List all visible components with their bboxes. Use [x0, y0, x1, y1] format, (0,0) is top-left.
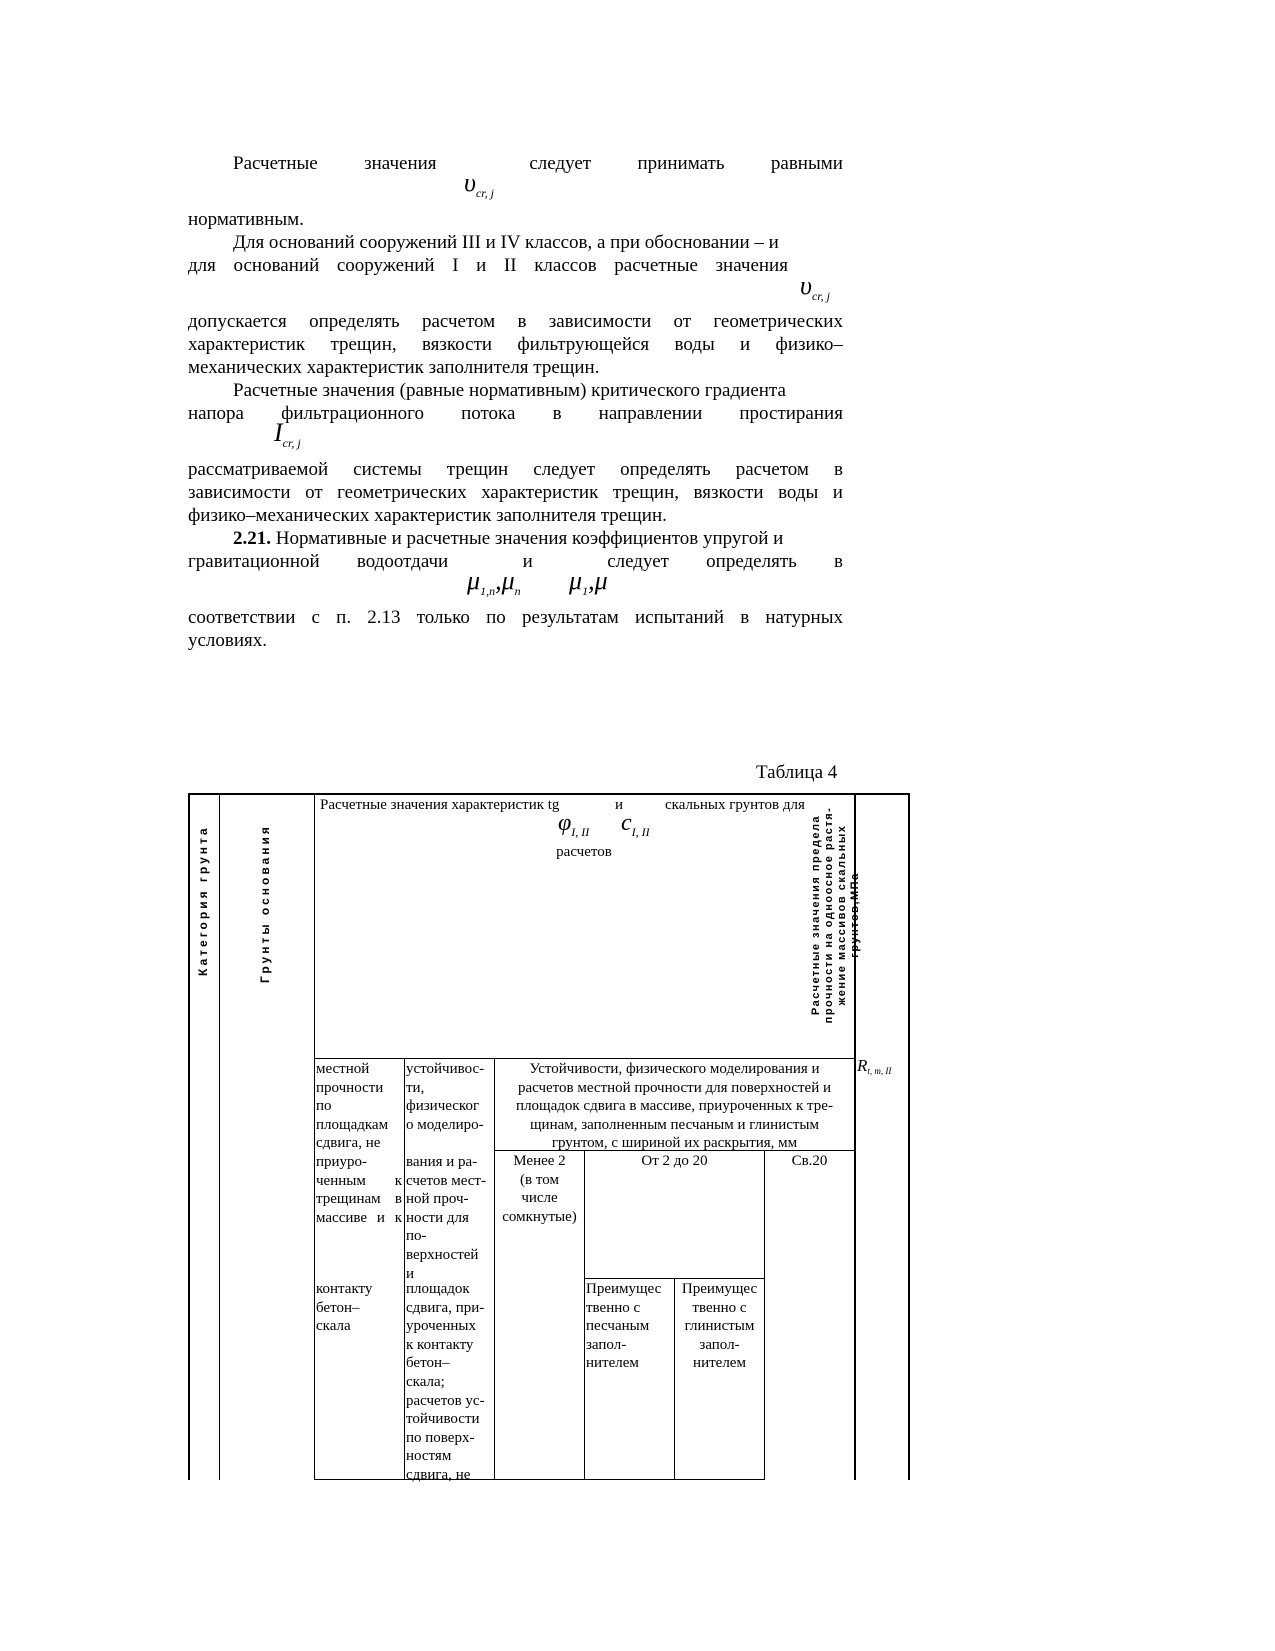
I-symbol: I [274, 418, 283, 447]
word: оснований [233, 255, 320, 276]
p1-words [188, 152, 843, 175]
cell-line: приуро- [316, 1154, 368, 1170]
word: и [522, 551, 533, 572]
cell-line: и [406, 1265, 415, 1282]
cell-line: числе [521, 1190, 558, 1207]
word: по [486, 607, 506, 628]
paragraph-4-line-3 [188, 606, 843, 629]
cell-line: вания и ра- [406, 1154, 478, 1170]
word: классов [534, 255, 597, 276]
cell-line: по [316, 1098, 332, 1115]
word: следует [533, 459, 596, 480]
cell-line: твенно с [586, 1299, 641, 1316]
cell-line: расчетов ус- [406, 1392, 485, 1409]
cell-line: сдвига, при- [406, 1299, 485, 1316]
word: от [305, 482, 323, 503]
cell-line: уроченных [406, 1318, 476, 1335]
cell-line: нителем [693, 1355, 746, 1372]
cell-line: тойчивости [406, 1411, 480, 1428]
word: определять [309, 311, 400, 332]
word: потока [461, 403, 516, 424]
cell-line: жение массивов скальных [836, 824, 848, 1006]
word: натурных [765, 607, 843, 628]
word: фильтрационного [281, 403, 424, 424]
table-border-top [188, 793, 910, 795]
upsilon-symbol: υ [464, 168, 476, 197]
paragraph-1-continuation: нормативным. [188, 209, 304, 230]
mu-subscript: n [514, 584, 521, 598]
word: определять [706, 551, 797, 572]
c-subscript: I, II [631, 825, 650, 839]
word: следует [529, 153, 592, 174]
word: и [476, 255, 487, 276]
word: в [834, 551, 843, 572]
cell-line: Менее 2 [513, 1153, 566, 1169]
word: Расчетные [233, 153, 318, 174]
word: I [452, 255, 459, 276]
cell-line: грунтов,МПа [849, 872, 861, 958]
table-caption: Таблица 4 [756, 762, 838, 783]
cell-local-strength-a [316, 1060, 402, 1153]
cell-line: ти, [406, 1079, 425, 1096]
cell-line: (в том [520, 1171, 559, 1188]
comma: , [495, 566, 502, 595]
word: направлении [598, 403, 703, 424]
cell-line: сомкнутые) [502, 1208, 577, 1225]
paragraph-2-line-2 [188, 254, 788, 277]
cell-line: по- [406, 1228, 427, 1245]
word: характеристик [188, 334, 306, 355]
word: 2.13 [367, 607, 401, 628]
mu-symbol: μ [467, 566, 481, 595]
mu-symbol: μ [569, 566, 583, 595]
mu-symbol: μ [594, 566, 608, 595]
cell-line: расчетов местной прочности для поверхностей и [517, 1079, 832, 1096]
properties-table [188, 793, 910, 1483]
word: простирания [739, 403, 843, 424]
word: водоотдачи [356, 551, 449, 572]
cell-line: трещинам в [316, 1191, 402, 1208]
word: расчетом [735, 459, 809, 480]
word: в [517, 311, 527, 332]
mu-subscript: 1 [582, 584, 589, 598]
paragraph-3-line-5: физико–механических характеристик заполнителя трещин. [188, 505, 667, 526]
cell-stability-a [406, 1060, 492, 1134]
header-top-right: скальных грунтов для [665, 797, 805, 813]
word: трещин, [612, 482, 679, 503]
cell-line: местной [316, 1061, 370, 1077]
paragraph-3-line-1: Расчетные значения (равные нормативным) критического градиента [233, 380, 786, 401]
word: воды [674, 334, 715, 355]
cell-line: ной проч- [406, 1191, 469, 1208]
header-top-left: Расчетные значения характеристик tg [320, 797, 560, 813]
cell-line: счетов мест- [406, 1172, 486, 1189]
word: напора [188, 403, 244, 424]
c-symbol: c [621, 810, 632, 836]
word: в [552, 403, 562, 424]
cell-stability-b [406, 1153, 492, 1283]
cell-line: бетон– [406, 1355, 450, 1372]
table-border-right [908, 793, 910, 1480]
word: следует [607, 551, 669, 572]
word: физико– [775, 334, 843, 355]
word: вязкости [421, 334, 493, 355]
word: с [311, 607, 320, 628]
paragraph-2-line-3 [188, 310, 843, 333]
col-line-5 [584, 1150, 585, 1480]
cell-line: глинистым [684, 1318, 755, 1335]
table-border-left [188, 793, 190, 1480]
header-top-line-2: расчетов [556, 844, 612, 860]
cell-line: Преимущес [586, 1281, 662, 1297]
cell-line: прочности на одноосное растя- [823, 806, 835, 1024]
word: только [416, 607, 470, 628]
cell-line: массиве и к [316, 1209, 402, 1226]
cell-line: скала [316, 1318, 351, 1335]
word: равными [770, 153, 843, 174]
upsilon-subscript: cr, j [811, 289, 830, 303]
paragraph-3-line-3 [188, 458, 843, 481]
paragraph-2-line-5: механических характеристик заполнителя трещин. [188, 357, 600, 378]
I-formula [274, 418, 301, 451]
word: зависимости [188, 482, 291, 503]
paragraph-2-line-1: Для оснований сооружений III и IV классов, а при обосновании – и [233, 232, 779, 253]
cell-line: площадок сдвига в массиве, приуроченных к тре- [516, 1098, 833, 1115]
word: II [503, 255, 517, 276]
col-line-2 [314, 793, 315, 1480]
cell-line: ности для [406, 1209, 469, 1226]
cell-line: Расчетные значения предела [810, 814, 822, 1016]
cell-line: щинам, заполненным песчаным и глинистым [530, 1116, 819, 1133]
cell-line: по поверх- [406, 1429, 475, 1446]
upsilon-symbol: υ [800, 271, 812, 300]
cell-line: твенно с [692, 1299, 747, 1316]
cell-line: бетон– [316, 1299, 360, 1316]
word: вязкости [693, 482, 764, 503]
upsilon-formula-1 [464, 168, 494, 201]
word: и [740, 334, 751, 355]
cell-line: сдвига, не [406, 1466, 471, 1483]
cell-line: физическог [406, 1098, 480, 1115]
cell-line: верхностей [406, 1246, 479, 1263]
category-header: Категория грунта [196, 825, 210, 976]
cell-line: скала; [406, 1373, 445, 1390]
upsilon-subscript: cr, j [475, 186, 494, 200]
mu-subscript: 1,n [480, 584, 496, 598]
word: геометрических [713, 311, 843, 332]
word: в [834, 459, 843, 480]
cell-line: прочности [316, 1079, 384, 1096]
p3-line3-words [188, 458, 843, 481]
word: характеристик [481, 482, 599, 503]
cell-sand-filler [586, 1280, 672, 1373]
cell-line: запол- [699, 1336, 740, 1353]
cell-line: грунтом, с шириной их раскрытия, мм [551, 1135, 798, 1152]
header-bottom-line [314, 1058, 855, 1059]
word: принимать [637, 153, 725, 174]
R-symbol: R [857, 1056, 868, 1075]
R-formula [857, 1056, 891, 1076]
col-line-3 [404, 1058, 405, 1480]
cell-local-strength-c [316, 1280, 402, 1336]
col-line-7 [764, 1150, 765, 1480]
word: воды [778, 482, 819, 503]
cell-line: ченным к [316, 1172, 402, 1189]
word: расчетом [421, 311, 496, 332]
word: и [832, 482, 843, 503]
cell-local-strength-b [316, 1153, 402, 1227]
cell-line: Устойчивости, физического моделирования и [529, 1061, 820, 1077]
cell-line: сдвига, не [316, 1135, 381, 1152]
cell-fracture-header [495, 1060, 854, 1153]
phi-formula [558, 810, 589, 840]
cell-line: о моделиро- [406, 1116, 484, 1133]
word: фильтрующейся [517, 334, 650, 355]
table-bottom-line [314, 1479, 765, 1480]
cell-line: площадкам [316, 1116, 389, 1133]
word: соответствии [188, 607, 296, 628]
c-formula [621, 810, 650, 840]
R-subscript: t, m, II [867, 1066, 892, 1076]
p2-line4-words [188, 333, 843, 356]
word: рассматриваемой [188, 459, 329, 480]
mu-formula-2 [569, 566, 608, 599]
paragraph-4-line-4: условиях. [188, 630, 268, 651]
word: испытаний [635, 607, 725, 628]
cell-line: нителем [586, 1355, 639, 1372]
cell-less-than-2 [495, 1152, 584, 1226]
mu-symbol: μ [501, 566, 515, 595]
word: допускается [188, 311, 287, 332]
p2-line2-words [188, 254, 788, 277]
cell-stability-c [406, 1280, 492, 1485]
paragraph-4-line-1-text: Нормативные и расчетные значения коэффициентов упругой и [271, 528, 784, 549]
paragraph-1-line-1 [188, 152, 843, 175]
paragraph-4-line-1 [233, 527, 783, 550]
row-line-2 [584, 1278, 765, 1279]
cell-line: Преимущес [681, 1281, 758, 1297]
cell-line: песчаным [586, 1318, 650, 1335]
I-subscript: cr, j [282, 436, 301, 450]
word: значения [364, 153, 437, 174]
section-number: 2.21. [233, 528, 271, 549]
word: определять [620, 459, 711, 480]
p4-line3-words [188, 606, 843, 629]
cell-line: запол- [586, 1336, 627, 1353]
cell-line: площадок [406, 1281, 470, 1297]
comma: , [588, 566, 595, 595]
cell-line: к контакту [406, 1336, 474, 1353]
word: расчетные [614, 255, 698, 276]
cell-line: устойчивос- [406, 1061, 485, 1077]
cell-clay-filler [675, 1280, 764, 1373]
phi-symbol: φ [558, 810, 572, 836]
header-top-and: и [615, 797, 624, 813]
col-line-1 [219, 793, 220, 1480]
word: системы [353, 459, 422, 480]
word: п. [336, 607, 352, 628]
cell-line: ностям [406, 1448, 452, 1465]
word: геометрических [337, 482, 467, 503]
word: трещин [446, 459, 509, 480]
word: зависимости [548, 311, 652, 332]
paragraph-3-line-4 [188, 481, 843, 504]
cell-2-to-20: От 2 до 20 [641, 1153, 708, 1169]
word: трещин, [330, 334, 397, 355]
soils-header: Грунты основания [258, 824, 272, 983]
paragraph-2-line-4 [188, 333, 843, 356]
word: в [740, 607, 750, 628]
word: результатам [521, 607, 619, 628]
p2-line3-words [188, 310, 843, 333]
upsilon-formula-2 [800, 271, 830, 304]
cell-over-20: Св.20 [791, 1153, 828, 1169]
word: для [188, 255, 216, 276]
cell-line: контакту [316, 1281, 373, 1297]
p3-line4-words [188, 481, 843, 504]
mu-formula-1 [467, 566, 521, 599]
phi-subscript: I, II [571, 825, 590, 839]
tensile-strength-header [810, 800, 862, 1030]
word: значения [715, 255, 788, 276]
word: от [673, 311, 692, 332]
word: сооружений [336, 255, 435, 276]
word: гравитационной [188, 551, 320, 572]
